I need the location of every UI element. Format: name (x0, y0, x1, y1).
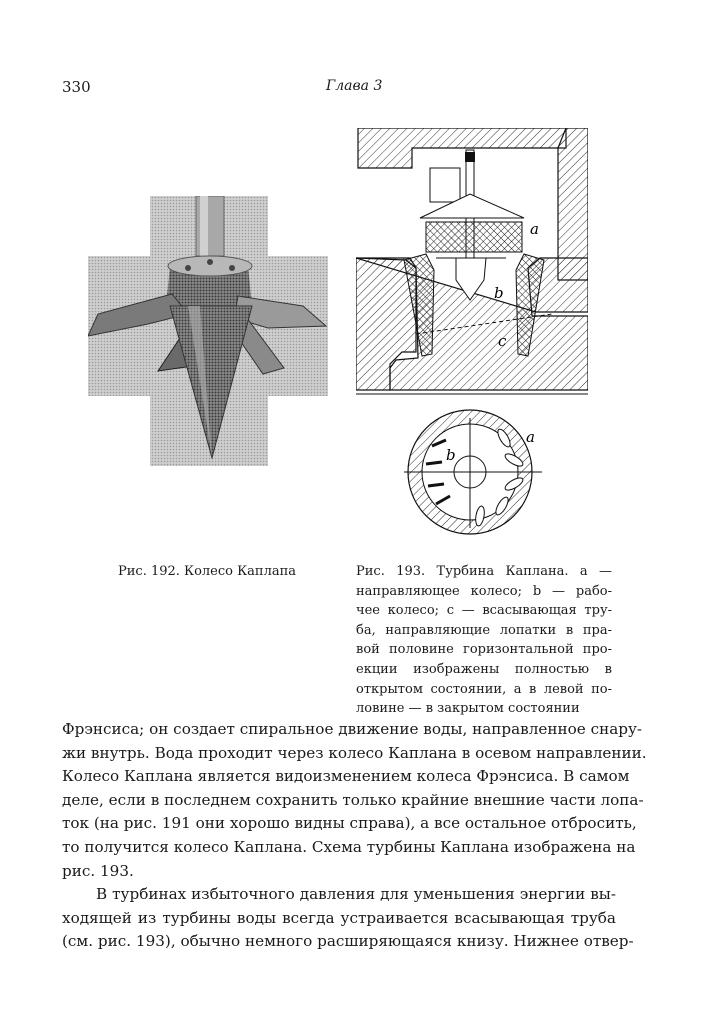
body-line: (см. рис. 193), обычно немного расширяющаяся книзу. Нижнее отвер- (62, 932, 634, 951)
body-line: рис. 193. (62, 861, 134, 880)
body-line: ток (на рис. 191 они хорошо видны справа), а все остальное отбросить, (62, 814, 637, 833)
label-a-top: a (530, 220, 539, 238)
caption-line: чее колесо; c — всасывающая тру- (356, 603, 612, 619)
body-line: Фрэнсиса; он создает спиральное движение воды, направленное снару- (62, 720, 643, 738)
label-c: c (498, 332, 507, 350)
caption-line: открытом состоянии, а в левой по- (356, 681, 612, 697)
caption-line: Рис. 193. Турбина Каплана. a — (356, 564, 612, 579)
caption-line: вой половине горизонтальной про- (356, 642, 612, 658)
body-line: деле, если в последнем сохранить только крайние внешние части лопа- (62, 790, 644, 809)
running-head: Глава 3 (326, 78, 383, 94)
page-number: 330 (62, 78, 91, 96)
label-a-bottom: a (526, 428, 535, 446)
body-line: жи внутрь. Вода проходит через колесо Каплана в осевом направлении. (62, 743, 647, 762)
figure-193-caption (356, 562, 612, 719)
body-text (62, 718, 647, 954)
body-line: Колесо Каплана является видоизменением колеса Фрэнсиса. В самом (62, 767, 630, 786)
caption-line: ловине — в закрытом состоянии (356, 701, 580, 717)
caption-line: направляющее колесо; b — рабо- (356, 583, 612, 599)
caption-line: екции изображены полностью в (356, 661, 612, 677)
body-line: то получится колесо Каплана. Схема турбины Каплана изображена на (62, 837, 636, 856)
kaplan-turbine-diagram (356, 128, 588, 550)
caption-line: ба, направляющие лопатки в пра- (356, 622, 612, 638)
figure-192-caption: Рис. 192. Колесо Каплапа (118, 564, 297, 579)
kaplan-runner-photo (88, 196, 328, 466)
body-line: ходящей из турбины воды всегда устраивается всасывающая труба (62, 908, 616, 927)
label-b-bottom: b (446, 446, 456, 464)
label-b-top: b (494, 284, 504, 302)
body-line: В турбинах избыточного давления для уменьшения энергии вы- (96, 885, 616, 904)
